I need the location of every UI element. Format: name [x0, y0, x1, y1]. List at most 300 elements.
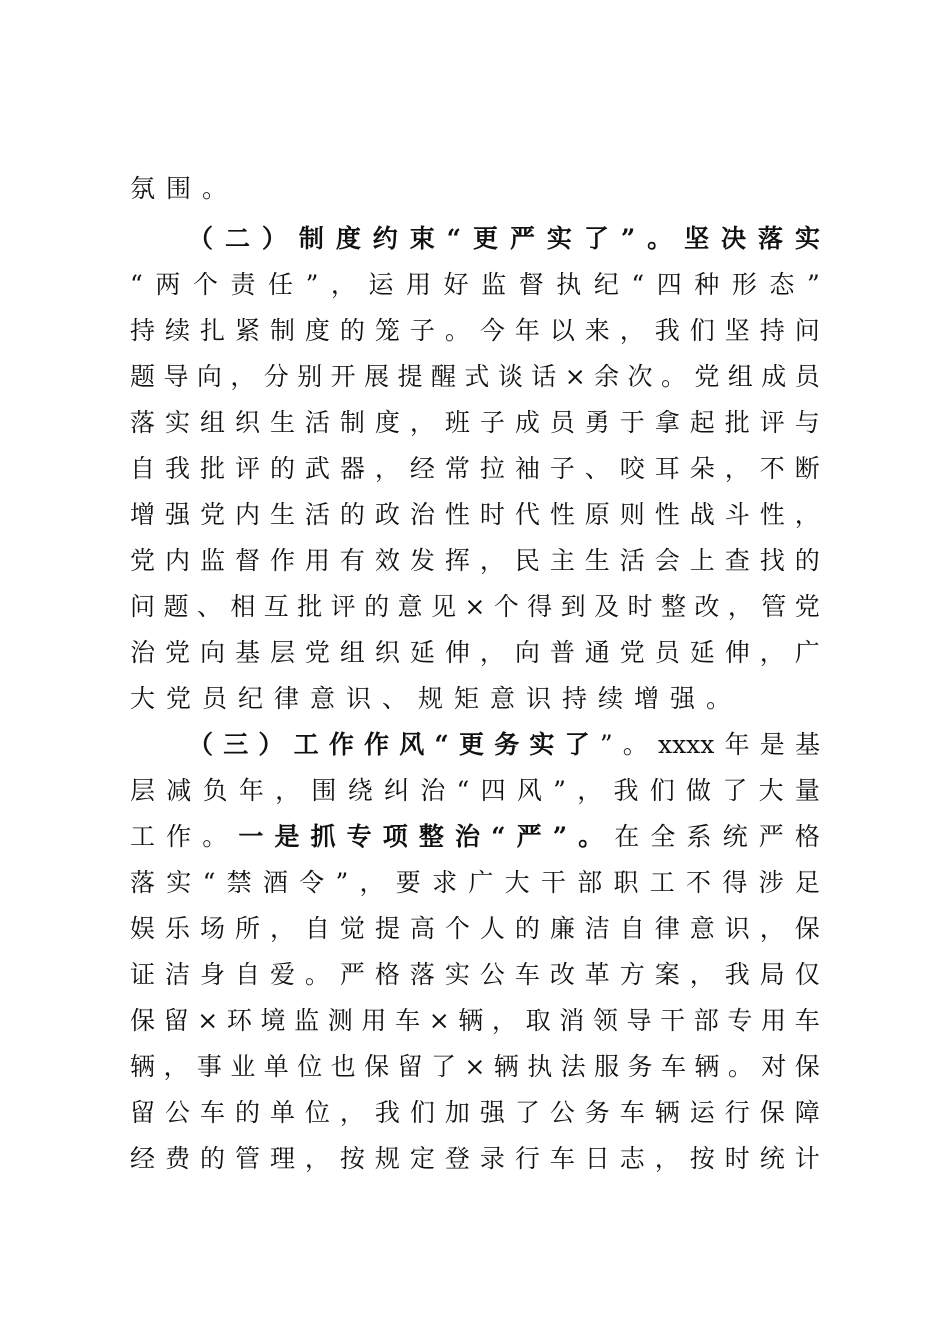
text-line-7	[130, 446, 820, 492]
glyph: 员	[794, 362, 820, 391]
glyph: ，	[230, 362, 256, 391]
glyph: ，	[359, 868, 385, 897]
glyph: ”	[305, 270, 319, 299]
glyph: 代	[514, 500, 540, 529]
glyph: 持	[130, 316, 156, 345]
glyph: 作	[364, 730, 390, 759]
glyph: 辆	[694, 1052, 720, 1081]
glyph: 领	[592, 1006, 618, 1035]
glyph: 两	[155, 270, 181, 299]
glyph: 二	[224, 224, 250, 253]
glyph: ，	[654, 1144, 680, 1173]
glyph: 查	[724, 546, 750, 575]
glyph: 层	[269, 638, 295, 667]
glyph: ，	[304, 1144, 330, 1173]
glyph: 个	[192, 270, 218, 299]
glyph: 向	[199, 638, 225, 667]
glyph: 务	[627, 1052, 653, 1081]
glyph: 醒	[430, 362, 456, 391]
glyph: 落	[130, 868, 156, 897]
glyph: 。	[202, 822, 228, 851]
glyph: 年	[238, 776, 264, 805]
glyph: 自	[619, 914, 645, 943]
glyph: 自	[304, 914, 330, 943]
glyph: 制	[298, 224, 324, 253]
text-line-5	[130, 354, 820, 400]
glyph: 提	[374, 914, 400, 943]
glyph: 评	[234, 454, 260, 483]
glyph: 互	[263, 592, 289, 621]
text-line-22	[130, 1136, 820, 1182]
glyph: 评	[330, 592, 356, 621]
glyph: 紧	[234, 316, 260, 345]
glyph: 广	[468, 868, 494, 897]
glyph: 一	[238, 822, 264, 851]
glyph: ，	[727, 592, 753, 621]
glyph: 党	[694, 362, 720, 391]
glyph: 改	[549, 960, 575, 989]
glyph: 子	[549, 454, 575, 483]
glyph: 作	[328, 730, 354, 759]
glyph: 实	[444, 960, 470, 989]
glyph: ”	[806, 270, 820, 299]
glyph: ，	[275, 776, 301, 805]
glyph: 管	[761, 592, 787, 621]
glyph: 方	[619, 960, 645, 989]
glyph: 发	[409, 546, 435, 575]
text-line-14	[130, 768, 820, 814]
glyph: 批	[724, 408, 750, 437]
glyph: 斗	[724, 500, 750, 529]
text-line-10	[130, 584, 820, 630]
glyph: 干	[540, 868, 566, 897]
glyph: 党	[619, 638, 645, 667]
glyph: 务	[494, 730, 520, 759]
glyph: 党	[164, 638, 190, 667]
glyph: 性	[549, 500, 575, 529]
glyph: ，	[163, 1052, 189, 1081]
glyph: 班	[444, 408, 470, 437]
text-line-15	[130, 814, 820, 860]
glyph: 要	[395, 868, 421, 897]
glyph: 职	[613, 868, 639, 897]
glyph: 扎	[199, 316, 225, 345]
glyph: ，	[491, 1006, 517, 1035]
glyph: “	[434, 730, 449, 759]
glyph: 活	[304, 500, 330, 529]
glyph: 禁	[226, 868, 252, 897]
glyph: 登	[444, 1144, 470, 1173]
glyph: 生	[269, 500, 295, 529]
glyph: 于	[619, 408, 645, 437]
glyph: ，	[759, 914, 785, 943]
glyph: 爱	[269, 960, 295, 989]
glyph: 伸	[444, 638, 470, 667]
glyph: 留	[397, 1052, 423, 1081]
glyph: 乐	[164, 914, 190, 943]
glyph: 改	[694, 592, 720, 621]
glyph: 制	[269, 316, 295, 345]
glyph: 全	[650, 822, 676, 851]
text-line-9	[130, 538, 820, 584]
glyph: 武	[304, 454, 330, 483]
glyph: 作	[166, 822, 192, 851]
glyph: 了	[430, 1052, 456, 1081]
glyph: 束	[409, 224, 435, 253]
glyph: 仅	[794, 960, 820, 989]
glyph: 起	[689, 408, 715, 437]
glyph: 强	[164, 500, 190, 529]
glyph: 式	[464, 362, 490, 391]
glyph: 的	[269, 454, 295, 483]
glyph: 车	[660, 1052, 686, 1081]
glyph: 断	[794, 454, 820, 483]
glyph: 性	[759, 500, 785, 529]
glyph: 好	[443, 270, 469, 299]
glyph: 按	[689, 1144, 715, 1173]
glyph: 、	[584, 454, 610, 483]
glyph: 制	[339, 408, 365, 437]
glyph: 规	[374, 1144, 400, 1173]
glyph: 党	[794, 592, 820, 621]
glyph: 找	[759, 546, 785, 575]
glyph: 我	[374, 1098, 400, 1127]
glyph: 法	[560, 1052, 586, 1081]
glyph: 。	[660, 362, 686, 391]
glyph: ，	[339, 1098, 365, 1127]
glyph: 量	[794, 776, 820, 805]
glyph: 个	[444, 914, 470, 943]
glyph: 实	[546, 224, 572, 253]
glyph: 战	[689, 500, 715, 529]
glyph: 取	[525, 1006, 551, 1035]
glyph: 伸	[724, 638, 750, 667]
glyph: “	[491, 822, 506, 851]
glyph: 问	[130, 592, 156, 621]
glyph: 意	[689, 914, 715, 943]
glyph: 咬	[619, 454, 645, 483]
glyph: 通	[584, 638, 610, 667]
glyph: 人	[479, 914, 505, 943]
glyph: 围	[311, 776, 337, 805]
glyph: ”	[553, 776, 566, 805]
glyph: 决	[721, 224, 747, 253]
glyph: 会	[654, 546, 680, 575]
glyph: 了	[514, 1098, 540, 1127]
glyph: 足	[794, 868, 820, 897]
glyph: 加	[444, 1098, 470, 1127]
glyph: 。	[444, 316, 470, 345]
text-line-1: 氛围。	[130, 174, 239, 203]
glyph: 治	[409, 500, 435, 529]
glyph: 行	[514, 1144, 540, 1173]
glyph: 袖	[514, 454, 540, 483]
glyph: 层	[130, 776, 156, 805]
glyph: 项	[382, 822, 408, 851]
glyph: 题	[130, 362, 156, 391]
glyph: 日	[584, 1144, 610, 1173]
glyph: 车	[514, 960, 540, 989]
glyph: 分	[263, 362, 289, 391]
glyph: 落	[130, 408, 156, 437]
glyph: 效	[374, 546, 400, 575]
glyph: 向	[514, 638, 540, 667]
glyph: 坚	[724, 316, 750, 345]
glyph: 风	[399, 730, 425, 759]
text-line-4	[130, 308, 820, 354]
glyph: 党	[130, 546, 156, 575]
glyph: 用	[361, 1006, 387, 1035]
glyph: 不	[759, 454, 785, 483]
glyph: xxxx	[657, 730, 715, 759]
glyph: 余	[594, 362, 620, 391]
glyph: 组	[339, 638, 365, 667]
glyph: 是	[759, 730, 785, 759]
glyph: 内	[234, 500, 260, 529]
glyph: 费	[164, 1144, 190, 1173]
glyph: 度	[374, 408, 400, 437]
glyph: ×	[464, 1052, 486, 1081]
glyph: 导	[626, 1006, 652, 1035]
glyph: 用	[304, 546, 330, 575]
text-line-11	[130, 630, 820, 676]
glyph: 耳	[654, 454, 680, 483]
glyph: 广	[794, 638, 820, 667]
glyph: 用	[406, 270, 432, 299]
glyph: 落	[758, 224, 784, 253]
glyph: 则	[619, 500, 645, 529]
glyph: 我	[613, 776, 639, 805]
glyph: 车	[794, 1006, 820, 1035]
glyph: 事	[196, 1052, 222, 1081]
glyph: 内	[164, 546, 190, 575]
glyph: 坚	[684, 224, 710, 253]
glyph: 到	[560, 592, 586, 621]
glyph: 纠	[383, 776, 409, 805]
glyph: 评	[759, 408, 785, 437]
glyph: 实	[529, 730, 555, 759]
section-heading-2	[188, 216, 820, 262]
glyph: 。	[622, 730, 648, 759]
glyph: 三	[223, 730, 249, 759]
glyph: 度	[304, 316, 330, 345]
glyph: 保	[759, 1098, 785, 1127]
glyph: 年	[514, 316, 540, 345]
glyph: 单	[263, 1052, 289, 1081]
glyph: 我	[724, 960, 750, 989]
glyph: 部	[693, 1006, 719, 1035]
glyph: 成	[761, 362, 787, 391]
glyph: 辆	[493, 1052, 519, 1081]
glyph: “	[631, 270, 645, 299]
glyph: 测	[327, 1006, 353, 1035]
glyph: 作	[269, 546, 295, 575]
glyph: 执	[556, 270, 582, 299]
glyph: 整	[418, 822, 444, 851]
glyph: 展	[364, 362, 390, 391]
glyph: 基	[794, 730, 820, 759]
glyph: 及	[594, 592, 620, 621]
glyph: 得	[722, 868, 748, 897]
glyph: ×	[428, 1006, 450, 1035]
text-line-20	[130, 1044, 820, 1090]
glyph: 车	[549, 1144, 575, 1173]
glyph: 员	[654, 638, 680, 667]
glyph: 了	[722, 776, 748, 805]
glyph: “	[202, 868, 216, 897]
glyph: 障	[794, 1098, 820, 1127]
glyph: 延	[409, 638, 435, 667]
glyph: 求	[432, 868, 458, 897]
glyph: 了	[564, 730, 590, 759]
glyph: 党	[199, 500, 225, 529]
glyph: 四	[480, 776, 506, 805]
glyph: 落	[409, 960, 435, 989]
glyph: 整	[660, 592, 686, 621]
glyph: 组	[199, 408, 225, 437]
text-line-18	[130, 952, 820, 998]
glyph: 话	[531, 362, 557, 391]
glyph: ，	[479, 546, 505, 575]
glyph: 抓	[310, 822, 336, 851]
glyph: 民	[514, 546, 540, 575]
glyph: 批	[297, 592, 323, 621]
glyph: 基	[234, 638, 260, 667]
glyph: 严	[758, 822, 784, 851]
glyph: 提	[397, 362, 423, 391]
glyph: 性	[654, 500, 680, 529]
glyph: 负	[202, 776, 228, 805]
text-line-8	[130, 492, 820, 538]
glyph: 辆	[654, 1098, 680, 1127]
glyph: 织	[234, 408, 260, 437]
glyph: 笼	[374, 316, 400, 345]
glyph: 成	[514, 408, 540, 437]
glyph: 。	[727, 1052, 753, 1081]
glyph: 生	[269, 408, 295, 437]
glyph: 车	[199, 1098, 225, 1127]
glyph: 定	[409, 1144, 435, 1173]
glyph: 环	[226, 1006, 252, 1035]
glyph: 大	[758, 776, 784, 805]
glyph: 革	[584, 960, 610, 989]
glyph: 保	[794, 914, 820, 943]
glyph: 政	[374, 500, 400, 529]
glyph: 批	[199, 454, 225, 483]
glyph: 服	[594, 1052, 620, 1081]
glyph: 的	[199, 1144, 225, 1173]
glyph: 员	[549, 408, 575, 437]
glyph: 对	[761, 1052, 787, 1081]
glyph: 年	[724, 730, 750, 759]
glyph: 时	[479, 500, 505, 529]
glyph: 治	[420, 776, 446, 805]
glyph: ，	[577, 776, 603, 805]
glyph: 严	[339, 960, 365, 989]
glyph: 督	[234, 546, 260, 575]
glyph: 干	[660, 1006, 686, 1035]
glyph: 洁	[584, 914, 610, 943]
glyph: 的	[794, 546, 820, 575]
glyph: 题	[163, 592, 189, 621]
glyph: 车	[619, 1098, 645, 1127]
glyph: 证	[130, 960, 156, 989]
glyph: 增	[130, 500, 156, 529]
glyph: 时	[627, 592, 653, 621]
glyph: 们	[409, 1098, 435, 1127]
glyph: 经	[130, 1144, 156, 1173]
glyph: 酒	[262, 868, 288, 897]
glyph: ）	[258, 730, 284, 759]
text-line-17	[130, 906, 820, 952]
glyph: ，	[759, 638, 785, 667]
glyph: 导	[163, 362, 189, 391]
glyph: 性	[444, 500, 470, 529]
glyph: 的	[339, 316, 365, 345]
glyph: 业	[230, 1052, 256, 1081]
glyph: 大	[504, 868, 530, 897]
glyph: 统	[759, 1144, 785, 1173]
glyph: 强	[479, 1098, 505, 1127]
glyph: （	[188, 224, 214, 253]
glyph: 用	[761, 1006, 787, 1035]
glyph: “	[456, 776, 470, 805]
glyph: 减	[166, 776, 192, 805]
glyph: 案	[654, 960, 680, 989]
glyph: 任	[268, 270, 294, 299]
glyph: 理	[269, 1144, 295, 1173]
glyph: 主	[549, 546, 575, 575]
glyph: 做	[686, 776, 712, 805]
glyph: 工	[293, 730, 319, 759]
glyph: 令	[299, 868, 325, 897]
glyph: 意	[397, 592, 423, 621]
glyph: 组	[727, 362, 753, 391]
glyph: 按	[339, 1144, 365, 1173]
glyph: ，	[794, 500, 820, 529]
glyph: 消	[559, 1006, 585, 1035]
glyph: 运	[368, 270, 394, 299]
glyph: 保	[364, 1052, 390, 1081]
glyph: 态	[769, 270, 795, 299]
glyph: 监	[199, 546, 225, 575]
glyph: 向	[196, 362, 222, 391]
glyph: ×	[464, 592, 486, 621]
glyph: 更	[473, 224, 499, 253]
glyph: 运	[689, 1098, 715, 1127]
glyph: 务	[584, 1098, 610, 1127]
glyph: 别	[297, 362, 323, 391]
glyph: 形	[731, 270, 757, 299]
glyph: 绕	[347, 776, 373, 805]
glyph: 纪	[593, 270, 619, 299]
glyph: 车	[395, 1006, 421, 1035]
glyph: 四	[656, 270, 682, 299]
glyph: 的	[339, 500, 365, 529]
glyph: 有	[339, 546, 365, 575]
glyph: 开	[330, 362, 356, 391]
glyph: 计	[794, 1144, 820, 1173]
glyph: 格	[794, 822, 820, 851]
glyph: 活	[304, 408, 330, 437]
glyph: ×	[564, 362, 586, 391]
glyph: 严	[509, 224, 535, 253]
glyph: 党	[304, 638, 330, 667]
glyph: 的	[364, 592, 390, 621]
section-heading-3	[188, 722, 820, 768]
glyph: 识	[724, 914, 750, 943]
glyph: 在	[614, 822, 640, 851]
